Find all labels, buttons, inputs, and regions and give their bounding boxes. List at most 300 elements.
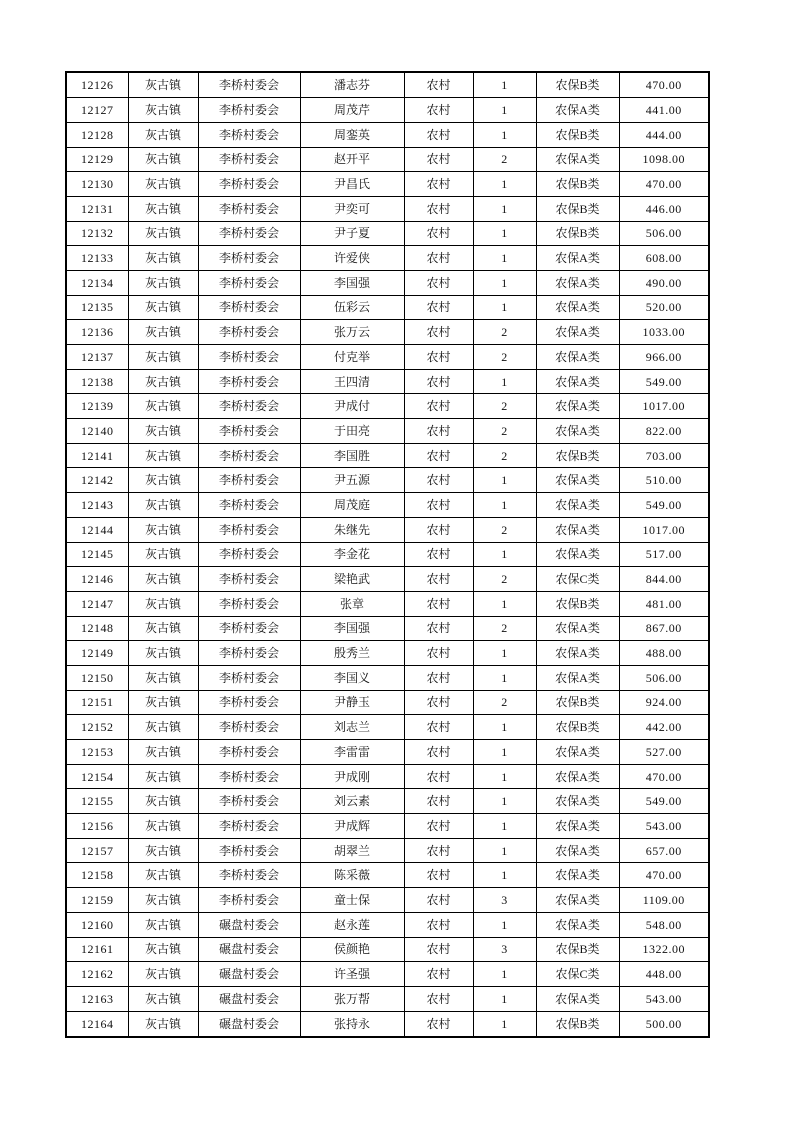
cell-village: 李桥村委会: [198, 888, 300, 913]
table-row: [66, 443, 709, 468]
cell-name: 梁艳武: [300, 567, 404, 592]
cell-category: 农保A类: [536, 419, 619, 444]
cell-type: 农村: [404, 888, 473, 913]
cell-count: 1: [473, 221, 536, 246]
table-row: [66, 369, 709, 394]
cell-id: 12138: [66, 369, 128, 394]
cell-type: 农村: [404, 641, 473, 666]
cell-town: 灰古镇: [128, 419, 198, 444]
cell-type: 农村: [404, 369, 473, 394]
cell-amount: 442.00: [619, 715, 709, 740]
table-row: [66, 295, 709, 320]
table-row: [66, 962, 709, 987]
cell-town: 灰古镇: [128, 443, 198, 468]
cell-name: 刘志兰: [300, 715, 404, 740]
cell-category: 农保A类: [536, 665, 619, 690]
cell-village: 李桥村委会: [198, 493, 300, 518]
cell-town: 灰古镇: [128, 888, 198, 913]
cell-category: 农保A类: [536, 838, 619, 863]
cell-category: 农保A类: [536, 616, 619, 641]
cell-amount: 1017.00: [619, 394, 709, 419]
cell-town: 灰古镇: [128, 72, 198, 98]
cell-id: 12164: [66, 1011, 128, 1037]
cell-category: 农保B类: [536, 937, 619, 962]
cell-id: 12148: [66, 616, 128, 641]
cell-town: 灰古镇: [128, 715, 198, 740]
cell-id: 12141: [66, 443, 128, 468]
cell-village: 李桥村委会: [198, 665, 300, 690]
cell-type: 农村: [404, 345, 473, 370]
cell-id: 12135: [66, 295, 128, 320]
cell-count: 1: [473, 912, 536, 937]
cell-amount: 527.00: [619, 740, 709, 765]
table-row: [66, 172, 709, 197]
table-row: [66, 641, 709, 666]
cell-category: 农保A类: [536, 814, 619, 839]
cell-amount: 506.00: [619, 221, 709, 246]
cell-id: 12140: [66, 419, 128, 444]
cell-count: 1: [473, 369, 536, 394]
cell-village: 李桥村委会: [198, 715, 300, 740]
cell-name: 尹昌氏: [300, 172, 404, 197]
cell-town: 灰古镇: [128, 690, 198, 715]
cell-village: 李桥村委会: [198, 838, 300, 863]
cell-id: 12153: [66, 740, 128, 765]
cell-amount: 608.00: [619, 246, 709, 271]
cell-name: 尹五源: [300, 468, 404, 493]
cell-village: 李桥村委会: [198, 172, 300, 197]
cell-name: 刘云素: [300, 789, 404, 814]
cell-count: 1: [473, 641, 536, 666]
cell-name: 许爱侠: [300, 246, 404, 271]
cell-name: 李国强: [300, 616, 404, 641]
cell-category: 农保A类: [536, 863, 619, 888]
cell-amount: 924.00: [619, 690, 709, 715]
cell-town: 灰古镇: [128, 591, 198, 616]
cell-amount: 448.00: [619, 962, 709, 987]
cell-type: 农村: [404, 715, 473, 740]
cell-category: 农保A类: [536, 345, 619, 370]
cell-amount: 1109.00: [619, 888, 709, 913]
cell-town: 灰古镇: [128, 814, 198, 839]
cell-count: 1: [473, 493, 536, 518]
cell-amount: 1017.00: [619, 517, 709, 542]
cell-amount: 549.00: [619, 369, 709, 394]
cell-name: 尹成付: [300, 394, 404, 419]
cell-count: 1: [473, 122, 536, 147]
cell-amount: 549.00: [619, 789, 709, 814]
cell-amount: 490.00: [619, 270, 709, 295]
cell-count: 1: [473, 72, 536, 98]
cell-name: 尹静玉: [300, 690, 404, 715]
cell-town: 灰古镇: [128, 567, 198, 592]
cell-village: 碾盘村委会: [198, 937, 300, 962]
cell-town: 灰古镇: [128, 789, 198, 814]
cell-amount: 657.00: [619, 838, 709, 863]
cell-count: 1: [473, 665, 536, 690]
table-row: [66, 246, 709, 271]
cell-village: 李桥村委会: [198, 246, 300, 271]
cell-count: 1: [473, 838, 536, 863]
cell-town: 灰古镇: [128, 986, 198, 1011]
cell-type: 农村: [404, 863, 473, 888]
cell-category: 农保B类: [536, 72, 619, 98]
cell-name: 尹子夏: [300, 221, 404, 246]
cell-id: 12150: [66, 665, 128, 690]
table-row: [66, 493, 709, 518]
table-row: [66, 468, 709, 493]
table-row: [66, 419, 709, 444]
table-row: [66, 221, 709, 246]
cell-type: 农村: [404, 72, 473, 98]
cell-name: 赵开平: [300, 147, 404, 172]
cell-type: 农村: [404, 912, 473, 937]
cell-category: 农保B类: [536, 122, 619, 147]
cell-count: 1: [473, 986, 536, 1011]
cell-town: 灰古镇: [128, 196, 198, 221]
cell-town: 灰古镇: [128, 468, 198, 493]
cell-amount: 446.00: [619, 196, 709, 221]
cell-count: 2: [473, 419, 536, 444]
cell-name: 殷秀兰: [300, 641, 404, 666]
cell-amount: 441.00: [619, 98, 709, 123]
cell-id: 12147: [66, 591, 128, 616]
table-row: [66, 715, 709, 740]
cell-count: 1: [473, 542, 536, 567]
cell-category: 农保B类: [536, 443, 619, 468]
cell-town: 灰古镇: [128, 838, 198, 863]
cell-count: 1: [473, 764, 536, 789]
table-row: [66, 838, 709, 863]
cell-amount: 520.00: [619, 295, 709, 320]
cell-id: 12163: [66, 986, 128, 1011]
table-row: [66, 863, 709, 888]
table-row: [66, 196, 709, 221]
cell-name: 周茂芹: [300, 98, 404, 123]
cell-amount: 517.00: [619, 542, 709, 567]
cell-town: 灰古镇: [128, 320, 198, 345]
cell-name: 赵永莲: [300, 912, 404, 937]
cell-village: 李桥村委会: [198, 345, 300, 370]
cell-category: 农保A类: [536, 912, 619, 937]
cell-category: 农保B类: [536, 1011, 619, 1037]
cell-type: 农村: [404, 122, 473, 147]
cell-category: 农保C类: [536, 567, 619, 592]
cell-type: 农村: [404, 789, 473, 814]
cell-town: 灰古镇: [128, 369, 198, 394]
cell-village: 李桥村委会: [198, 814, 300, 839]
cell-amount: 844.00: [619, 567, 709, 592]
cell-category: 农保B类: [536, 196, 619, 221]
table-row: [66, 937, 709, 962]
cell-category: 农保A类: [536, 246, 619, 271]
cell-village: 李桥村委会: [198, 147, 300, 172]
cell-count: 2: [473, 443, 536, 468]
cell-type: 农村: [404, 962, 473, 987]
cell-category: 农保A类: [536, 542, 619, 567]
cell-name: 尹成辉: [300, 814, 404, 839]
cell-type: 农村: [404, 665, 473, 690]
cell-type: 农村: [404, 740, 473, 765]
cell-village: 李桥村委会: [198, 690, 300, 715]
cell-amount: 444.00: [619, 122, 709, 147]
cell-amount: 470.00: [619, 72, 709, 98]
cell-type: 农村: [404, 468, 473, 493]
cell-amount: 543.00: [619, 814, 709, 839]
cell-type: 农村: [404, 814, 473, 839]
cell-village: 李桥村委会: [198, 567, 300, 592]
cell-name: 童士保: [300, 888, 404, 913]
cell-id: 12146: [66, 567, 128, 592]
cell-count: 1: [473, 789, 536, 814]
cell-type: 农村: [404, 270, 473, 295]
cell-type: 农村: [404, 1011, 473, 1037]
cell-category: 农保A类: [536, 789, 619, 814]
cell-village: 碾盘村委会: [198, 1011, 300, 1037]
cell-id: 12130: [66, 172, 128, 197]
cell-village: 李桥村委会: [198, 320, 300, 345]
cell-id: 12160: [66, 912, 128, 937]
cell-count: 1: [473, 246, 536, 271]
cell-village: 李桥村委会: [198, 863, 300, 888]
cell-village: 李桥村委会: [198, 591, 300, 616]
cell-id: 12161: [66, 937, 128, 962]
table-row: [66, 270, 709, 295]
cell-town: 灰古镇: [128, 740, 198, 765]
cell-village: 李桥村委会: [198, 542, 300, 567]
cell-count: 1: [473, 98, 536, 123]
cell-category: 农保A类: [536, 295, 619, 320]
cell-category: 农保A类: [536, 147, 619, 172]
cell-village: 李桥村委会: [198, 72, 300, 98]
cell-town: 灰古镇: [128, 665, 198, 690]
cell-type: 农村: [404, 394, 473, 419]
cell-town: 灰古镇: [128, 493, 198, 518]
cell-category: 农保A类: [536, 986, 619, 1011]
cell-count: 1: [473, 591, 536, 616]
cell-name: 李国义: [300, 665, 404, 690]
cell-count: 3: [473, 937, 536, 962]
cell-category: 农保A类: [536, 493, 619, 518]
cell-type: 农村: [404, 937, 473, 962]
cell-village: 碾盘村委会: [198, 986, 300, 1011]
table-row: [66, 542, 709, 567]
cell-name: 张章: [300, 591, 404, 616]
cell-amount: 510.00: [619, 468, 709, 493]
cell-count: 2: [473, 690, 536, 715]
cell-name: 张持永: [300, 1011, 404, 1037]
cell-id: 12156: [66, 814, 128, 839]
table-row: [66, 888, 709, 913]
cell-name: 尹成刚: [300, 764, 404, 789]
cell-category: 农保B类: [536, 172, 619, 197]
cell-name: 王四清: [300, 369, 404, 394]
cell-id: 12127: [66, 98, 128, 123]
cell-type: 农村: [404, 493, 473, 518]
cell-village: 李桥村委会: [198, 616, 300, 641]
cell-town: 灰古镇: [128, 1011, 198, 1037]
cell-count: 1: [473, 468, 536, 493]
cell-village: 李桥村委会: [198, 295, 300, 320]
cell-amount: 703.00: [619, 443, 709, 468]
cell-amount: 1322.00: [619, 937, 709, 962]
cell-id: 12162: [66, 962, 128, 987]
cell-name: 张万云: [300, 320, 404, 345]
cell-count: 1: [473, 172, 536, 197]
cell-count: 2: [473, 147, 536, 172]
table-row: [66, 591, 709, 616]
cell-amount: 500.00: [619, 1011, 709, 1037]
cell-name: 周茂庭: [300, 493, 404, 518]
cell-type: 农村: [404, 419, 473, 444]
cell-count: 1: [473, 270, 536, 295]
cell-amount: 470.00: [619, 172, 709, 197]
cell-type: 农村: [404, 616, 473, 641]
cell-town: 灰古镇: [128, 122, 198, 147]
cell-count: 1: [473, 962, 536, 987]
cell-name: 张万帮: [300, 986, 404, 1011]
cell-name: 伍彩云: [300, 295, 404, 320]
cell-id: 12133: [66, 246, 128, 271]
cell-count: 2: [473, 320, 536, 345]
cell-type: 农村: [404, 567, 473, 592]
cell-category: 农保A类: [536, 369, 619, 394]
cell-town: 灰古镇: [128, 172, 198, 197]
cell-type: 农村: [404, 591, 473, 616]
cell-count: 1: [473, 863, 536, 888]
cell-name: 李国强: [300, 270, 404, 295]
cell-count: 1: [473, 1011, 536, 1037]
cell-village: 碾盘村委会: [198, 912, 300, 937]
cell-town: 灰古镇: [128, 616, 198, 641]
cell-type: 农村: [404, 98, 473, 123]
cell-village: 李桥村委会: [198, 764, 300, 789]
cell-village: 李桥村委会: [198, 369, 300, 394]
table-row: [66, 740, 709, 765]
cell-town: 灰古镇: [128, 147, 198, 172]
cell-village: 李桥村委会: [198, 221, 300, 246]
cell-town: 灰古镇: [128, 517, 198, 542]
cell-amount: 1098.00: [619, 147, 709, 172]
cell-category: 农保B类: [536, 690, 619, 715]
cell-type: 农村: [404, 443, 473, 468]
cell-village: 李桥村委会: [198, 419, 300, 444]
cell-village: 李桥村委会: [198, 98, 300, 123]
cell-category: 农保A类: [536, 517, 619, 542]
cell-category: 农保A类: [536, 270, 619, 295]
cell-category: 农保A类: [536, 888, 619, 913]
cell-id: 12129: [66, 147, 128, 172]
cell-type: 农村: [404, 542, 473, 567]
cell-village: 李桥村委会: [198, 789, 300, 814]
cell-name: 李国胜: [300, 443, 404, 468]
table-row: [66, 690, 709, 715]
cell-name: 侯颜艳: [300, 937, 404, 962]
table-row: [66, 394, 709, 419]
cell-town: 灰古镇: [128, 764, 198, 789]
cell-name: 潘志芬: [300, 72, 404, 98]
cell-town: 灰古镇: [128, 937, 198, 962]
cell-town: 灰古镇: [128, 246, 198, 271]
table-row: [66, 912, 709, 937]
cell-village: 李桥村委会: [198, 740, 300, 765]
cell-count: 2: [473, 616, 536, 641]
cell-amount: 1033.00: [619, 320, 709, 345]
cell-type: 农村: [404, 690, 473, 715]
cell-type: 农村: [404, 147, 473, 172]
cell-category: 农保C类: [536, 962, 619, 987]
cell-id: 12154: [66, 764, 128, 789]
cell-name: 尹奕可: [300, 196, 404, 221]
cell-id: 12126: [66, 72, 128, 98]
cell-amount: 867.00: [619, 616, 709, 641]
cell-category: 农保B类: [536, 715, 619, 740]
cell-village: 碾盘村委会: [198, 962, 300, 987]
cell-town: 灰古镇: [128, 641, 198, 666]
cell-type: 农村: [404, 320, 473, 345]
cell-town: 灰古镇: [128, 295, 198, 320]
cell-id: 12134: [66, 270, 128, 295]
cell-type: 农村: [404, 838, 473, 863]
cell-type: 农村: [404, 221, 473, 246]
cell-amount: 548.00: [619, 912, 709, 937]
cell-count: 2: [473, 517, 536, 542]
cell-name: 李雷雷: [300, 740, 404, 765]
cell-count: 1: [473, 740, 536, 765]
table-row: [66, 814, 709, 839]
cell-town: 灰古镇: [128, 962, 198, 987]
cell-id: 12131: [66, 196, 128, 221]
cell-type: 农村: [404, 172, 473, 197]
cell-category: 农保A类: [536, 764, 619, 789]
cell-name: 周銮英: [300, 122, 404, 147]
cell-town: 灰古镇: [128, 912, 198, 937]
cell-id: 12128: [66, 122, 128, 147]
table-row: [66, 147, 709, 172]
cell-category: 农保A类: [536, 320, 619, 345]
table-row: [66, 122, 709, 147]
cell-name: 许圣强: [300, 962, 404, 987]
cell-count: 1: [473, 814, 536, 839]
table-row: [66, 665, 709, 690]
cell-amount: 822.00: [619, 419, 709, 444]
cell-category: 农保B类: [536, 221, 619, 246]
cell-amount: 549.00: [619, 493, 709, 518]
cell-amount: 470.00: [619, 764, 709, 789]
cell-amount: 543.00: [619, 986, 709, 1011]
cell-town: 灰古镇: [128, 345, 198, 370]
table-row: [66, 986, 709, 1011]
cell-name: 于田亮: [300, 419, 404, 444]
table-row: [66, 517, 709, 542]
cell-type: 农村: [404, 246, 473, 271]
cell-town: 灰古镇: [128, 98, 198, 123]
cell-town: 灰古镇: [128, 542, 198, 567]
cell-name: 陈采薇: [300, 863, 404, 888]
cell-name: 朱继先: [300, 517, 404, 542]
table-row: [66, 345, 709, 370]
cell-id: 12139: [66, 394, 128, 419]
cell-id: 12144: [66, 517, 128, 542]
cell-id: 12155: [66, 789, 128, 814]
cell-category: 农保A类: [536, 394, 619, 419]
cell-category: 农保B类: [536, 591, 619, 616]
cell-count: 1: [473, 196, 536, 221]
table-row: [66, 567, 709, 592]
cell-count: 1: [473, 715, 536, 740]
cell-village: 李桥村委会: [198, 196, 300, 221]
cell-id: 12143: [66, 493, 128, 518]
